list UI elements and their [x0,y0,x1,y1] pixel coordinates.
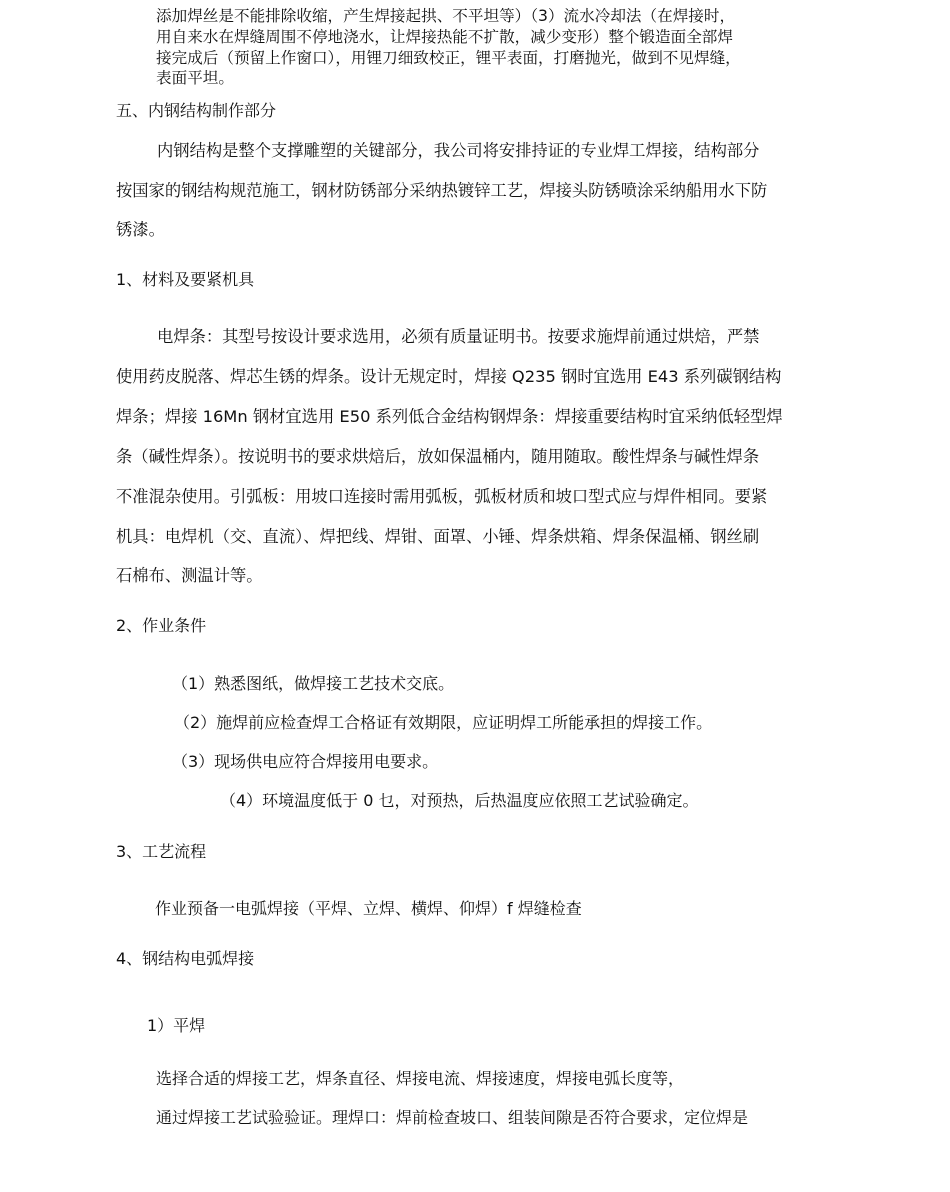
conditions-item-1: （1）熟悉图纸，做焊接工艺技术交底。 [172,674,455,693]
conditions-heading: 2、作业条件 [116,616,207,635]
section5-heading: 五、内钢结构制作部分 [116,101,277,120]
arc-welding-line-2: 通过焊接工艺试验验证。理焊口：焊前检查坡口、组装间隙是否符合要求，定位焊是 [156,1108,749,1127]
materials-line-7: 石棉布、测温计等。 [116,566,263,585]
materials-heading: 1、材料及要紧机具 [116,270,255,289]
materials-line-4: 条（碱性焊条）。按说明书的要求烘焙后，放如保温桶内，随用随取。酸性焊条与碱性焊条 [116,447,760,466]
flat-welding-subheading: 1）平焊 [147,1016,206,1035]
section5-paragraph-line-2: 按国家的钢结构规范施工，钢材防锈部分采纳热镀锌工艺，焊接头防锈喷涂采纳船用水下防 [116,181,768,200]
conditions-item-2: （2）施焊前应检查焊工合格证有效期限，应证明焊工所能承担的焊接工作。 [174,713,713,732]
arc-welding-heading: 4、钢结构电弧焊接 [116,949,255,968]
conditions-item-4: （4）环境温度低于 0 乜，对预热，后热温度应依照工艺试验确定。 [220,791,699,810]
process-heading: 3、工艺流程 [116,842,207,861]
arc-welding-line-1: 选择合适的焊接工艺，焊条直径、焊接电流、焊接速度，焊接电弧长度等， [156,1069,685,1088]
process-flow: 作业预备一电弧焊接（平焊、立焊、横焊、仰焊）f 焊缝检查 [155,899,582,918]
materials-line-2: 使用药皮脱落、焊芯生锈的焊条。设计无规定时，焊接 Q235 钢时宜选用 E43 系列碳钢结构 [116,367,782,386]
intro-line-4: 表面平坦。 [156,69,234,87]
materials-line-1: 电焊条：其型号按设计要求选用，必须有质量证明书。按要求施焊前通过烘焙，严禁 [157,327,760,346]
section5-paragraph-line-1: 内钢结构是整个支撑雕塑的关键部分，我公司将安排持证的专业焊工焊接，结构部分 [157,141,760,160]
materials-line-5: 不准混杂使用。引弧板：用坡口连接时需用弧板，弧板材质和坡口型式应与焊件相同。要紧 [116,487,768,506]
intro-line-2: 用自来水在焊缝周围不停地浇水，让焊接热能不扩散，减少变形）整个锻造面全部焊 [156,28,733,46]
conditions-item-3: （3）现场供电应符合焊接用电要求。 [172,752,439,771]
materials-line-6: 机具：电焊机（交、直流）、焊把线、焊钳、面罩、小锤、焊条烘箱、焊条保温桶、钢丝刷 [116,527,760,546]
intro-line-3: 接完成后（预留上作窗口），用锂刀细致校正，锂平表面，打磨抛光，做到不见焊缝， [156,49,741,67]
section5-paragraph-line-3: 锈漆。 [116,220,165,239]
intro-line-1: 添加焊丝是不能排除收缩，产生焊接起拱、不平坦等）（3）流水冷却法（在焊接时， [156,7,736,25]
materials-line-3: 焊条；焊接 16Mn 钢材宜选用 E50 系列低合金结构钢焊条：焊接重要结构时宜采纳低轻型焊 [116,407,783,426]
